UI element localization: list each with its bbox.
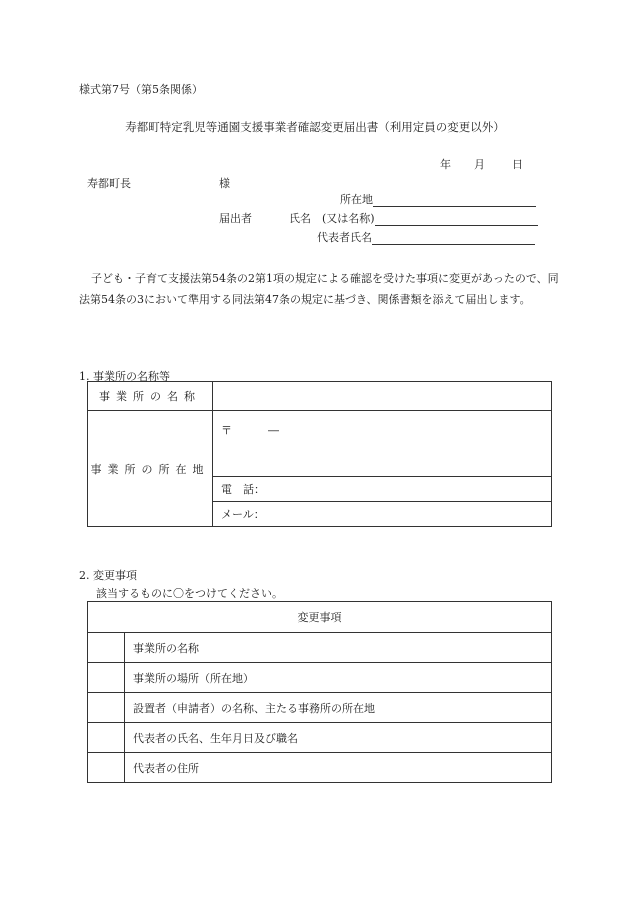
representative-row xyxy=(317,229,535,245)
change-items-header: 変更事項 xyxy=(88,602,552,633)
postal-dash: ― xyxy=(268,424,279,437)
postal-address-field[interactable] xyxy=(213,411,552,477)
change-items-table xyxy=(87,601,552,783)
body-text: 子ども・子育て支援法第54条の2第1項の規定による確認を受けた事項に変更があったので、同法第54条の3において準用する同法第47条の規定に基づき、関係書類を添えて届出します。 xyxy=(79,272,559,306)
phone-label: 電 話： xyxy=(221,483,265,496)
change-item-checkbox[interactable] xyxy=(88,753,125,783)
phone-field[interactable] xyxy=(213,477,552,502)
notifier-label: 届出者 xyxy=(219,212,252,225)
name-label: 氏名 (又は名称) xyxy=(289,212,375,225)
representative-field[interactable] xyxy=(372,232,535,245)
form-number: 様式第7号（第5条関係） xyxy=(79,83,203,96)
date-day-label: 日 xyxy=(512,158,523,171)
date-year-label: 年 xyxy=(440,158,451,171)
addressee-name: 寿都町長 xyxy=(87,177,131,190)
email-field[interactable] xyxy=(213,502,552,527)
change-item-checkbox[interactable] xyxy=(88,723,125,753)
change-item-label: 代表者の氏名、生年月日及び職名 xyxy=(125,723,552,753)
date-line xyxy=(440,156,523,172)
facility-info-table xyxy=(87,381,552,527)
addressee-honorific: 様 xyxy=(219,177,230,190)
change-item-checkbox[interactable] xyxy=(88,633,125,663)
change-item-label: 設置者（申請者）の名称、主たる事務所の所在地 xyxy=(125,693,552,723)
date-month-label: 月 xyxy=(474,158,485,171)
change-item-label: 事業所の名称 xyxy=(125,633,552,663)
change-item-checkbox[interactable] xyxy=(88,693,125,723)
facility-name-field[interactable] xyxy=(213,382,552,411)
change-item-label: 事業所の場所（所在地） xyxy=(125,663,552,693)
section1-title: 1. 事業所の名称等 xyxy=(79,370,170,383)
change-item-checkbox[interactable] xyxy=(88,663,125,693)
applicant-address-row xyxy=(340,191,536,207)
name-field[interactable] xyxy=(375,213,538,226)
address-label: 所在地 xyxy=(340,193,373,206)
representative-label: 代表者氏名 xyxy=(317,231,372,244)
facility-name-label: 事業所の名称 xyxy=(88,382,213,411)
applicant-name-row xyxy=(219,210,538,226)
facility-location-label: 事業所の所在地 xyxy=(88,411,213,527)
change-item-label: 代表者の住所 xyxy=(125,753,552,783)
address-field[interactable] xyxy=(373,194,536,207)
email-label: メール： xyxy=(221,508,265,521)
document-title: 寿都町特定乳児等通園支援事業者確認変更届出書（利用定員の変更以外） xyxy=(125,120,505,134)
section2-title: 2. 変更事項 xyxy=(79,569,137,582)
postal-mark: 〒 xyxy=(221,424,232,437)
section2-instruction: 該当するものに〇をつけてください。 xyxy=(96,587,283,600)
